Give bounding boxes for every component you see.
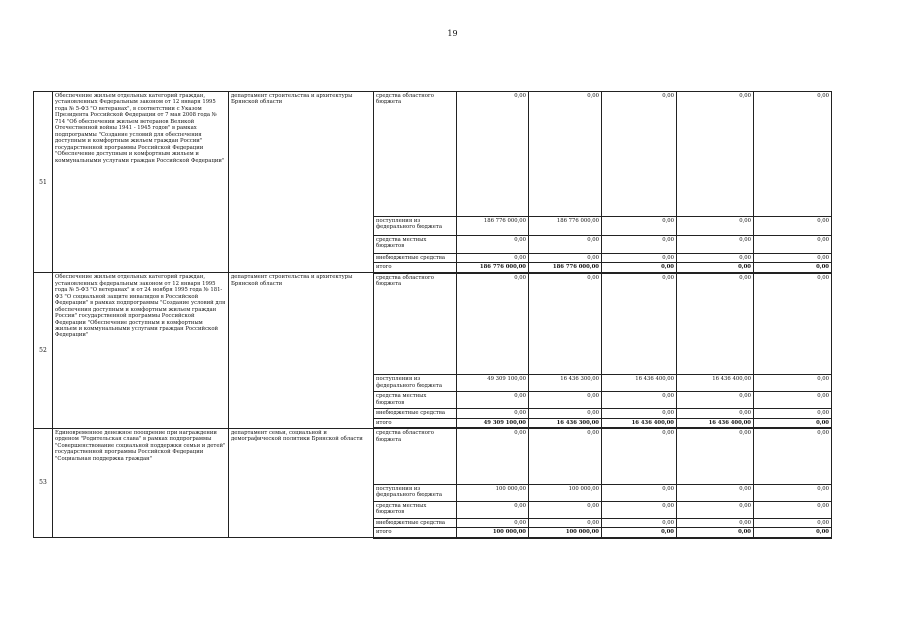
- amount-year-1: 0,00: [529, 501, 602, 518]
- amount-year-4: 0,00: [754, 375, 832, 392]
- amount-year-2: 16 436 400,00: [602, 418, 677, 428]
- amount-year-4: 0,00: [754, 236, 832, 254]
- amount-year-2: 0,00: [602, 484, 677, 501]
- amount-year-2: 0,00: [602, 217, 677, 236]
- source-label: внебюджетные средства: [374, 254, 457, 263]
- amount-year-3: 0,00: [677, 518, 754, 527]
- source-label: внебюджетные средства: [374, 518, 457, 527]
- amount-total: 0,00: [457, 254, 529, 263]
- amount-year-1: 0,00: [529, 92, 602, 217]
- source-label: средства областного бюджета: [374, 273, 457, 375]
- amount-year-3: 0,00: [677, 528, 754, 538]
- amount-year-2: 0,00: [602, 273, 677, 375]
- amount-year-4: 0,00: [754, 217, 832, 236]
- amount-year-1: 0,00: [529, 236, 602, 254]
- amount-year-2: 0,00: [602, 428, 677, 484]
- amount-year-1: 100 000,00: [529, 484, 602, 501]
- source-label: итого: [374, 418, 457, 428]
- amount-year-3: 0,00: [677, 263, 754, 273]
- amount-year-4: 0,00: [754, 518, 832, 527]
- amount-total: 0,00: [457, 409, 529, 418]
- row-number: 51: [34, 92, 53, 273]
- amount-year-1: 16 436 300,00: [529, 375, 602, 392]
- amount-year-1: 0,00: [529, 409, 602, 418]
- amount-year-4: 0,00: [754, 418, 832, 428]
- source-label: средства местных бюджетов: [374, 501, 457, 518]
- amount-year-4: 0,00: [754, 92, 832, 217]
- table-row: [34, 92, 832, 217]
- amount-year-4: 0,00: [754, 392, 832, 409]
- amount-year-4: 0,00: [754, 263, 832, 273]
- executor: департамент строительства и архитектуры Брянской области: [229, 92, 374, 273]
- source-label: средства областного бюджета: [374, 428, 457, 484]
- table-row: [34, 428, 832, 484]
- amount-year-1: 0,00: [529, 518, 602, 527]
- executor: департамент семьи, социальной и демографической политики Брянской области: [229, 428, 374, 537]
- measure-name: Обеспечение жильем отдельных категорий граждан, установленных федеральным законом от 12 января 1995 года № 5-ФЗ "О ветеранах" и от 24 ноября 1995 года № 181-ФЗ "О социальной защите инвалидов в Российской Федерации" в рамках подпрограммы "Создание условий для обеспечения доступным и комфортным жильем граждан России" государственной программы Российской Федерации "Обеспечение доступным и комфортным жильем и коммунальными услугами граждан Российской Федерации": [53, 273, 229, 428]
- amount-total: 186 776 000,00: [457, 217, 529, 236]
- amount-total: 0,00: [457, 92, 529, 217]
- amount-year-1: 186 776 000,00: [529, 217, 602, 236]
- amount-year-3: 0,00: [677, 428, 754, 484]
- source-label: средства местных бюджетов: [374, 236, 457, 254]
- amount-total: 0,00: [457, 392, 529, 409]
- amount-total: 0,00: [457, 501, 529, 518]
- amount-year-4: 0,00: [754, 528, 832, 538]
- executor: департамент строительства и архитектуры Брянской области: [229, 273, 374, 428]
- amount-year-2: 0,00: [602, 254, 677, 263]
- amount-year-3: 0,00: [677, 217, 754, 236]
- amount-total: 0,00: [457, 273, 529, 375]
- amount-year-2: 0,00: [602, 501, 677, 518]
- amount-year-3: 0,00: [677, 392, 754, 409]
- measure-name: Единовременное денежное поощрение при награждении орденом "Родительская слава" в рамках подпрограммы "Совершенствование социальной поддержки семьи и детей" государственной программы Российской Федерации "Социальная поддержка граждан": [53, 428, 229, 537]
- amount-year-2: 0,00: [602, 528, 677, 538]
- budget-table: [33, 91, 832, 539]
- source-label: итого: [374, 528, 457, 538]
- amount-year-1: 0,00: [529, 273, 602, 375]
- amount-year-1: 16 436 300,00: [529, 418, 602, 428]
- amount-year-2: 0,00: [602, 92, 677, 217]
- amount-total: 0,00: [457, 236, 529, 254]
- amount-year-1: 0,00: [529, 392, 602, 409]
- amount-year-3: 0,00: [677, 236, 754, 254]
- amount-year-1: 0,00: [529, 254, 602, 263]
- source-label: средства местных бюджетов: [374, 392, 457, 409]
- amount-total: 49 309 100,00: [457, 375, 529, 392]
- amount-year-4: 0,00: [754, 501, 832, 518]
- amount-year-3: 0,00: [677, 254, 754, 263]
- amount-year-3: 16 436 400,00: [677, 375, 754, 392]
- table-row: [34, 273, 832, 375]
- amount-year-3: 16 436 400,00: [677, 418, 754, 428]
- amount-total: 0,00: [457, 518, 529, 527]
- amount-year-1: 100 000,00: [529, 528, 602, 538]
- amount-year-1: 186 776 000,00: [529, 263, 602, 273]
- amount-year-2: 0,00: [602, 236, 677, 254]
- source-label: поступления из федерального бюджета: [374, 484, 457, 501]
- amount-year-3: 0,00: [677, 409, 754, 418]
- source-label: итого: [374, 263, 457, 273]
- amount-year-4: 0,00: [754, 409, 832, 418]
- amount-total: 186 776 000,00: [457, 263, 529, 273]
- amount-year-1: 0,00: [529, 428, 602, 484]
- row-number: 52: [34, 273, 53, 428]
- amount-year-3: 0,00: [677, 273, 754, 375]
- amount-total: 100 000,00: [457, 484, 529, 501]
- amount-year-2: 0,00: [602, 263, 677, 273]
- amount-year-2: 16 436 400,00: [602, 375, 677, 392]
- amount-year-2: 0,00: [602, 392, 677, 409]
- amount-year-3: 0,00: [677, 501, 754, 518]
- amount-year-4: 0,00: [754, 484, 832, 501]
- amount-year-3: 0,00: [677, 92, 754, 217]
- source-label: поступления из федерального бюджета: [374, 217, 457, 236]
- amount-year-4: 0,00: [754, 273, 832, 375]
- page-number: 19: [447, 29, 458, 38]
- source-label: средства областного бюджета: [374, 92, 457, 217]
- amount-year-4: 0,00: [754, 428, 832, 484]
- amount-total: 49 309 100,00: [457, 418, 529, 428]
- row-number: 53: [34, 428, 53, 537]
- amount-total: 100 000,00: [457, 528, 529, 538]
- amount-year-2: 0,00: [602, 518, 677, 527]
- table-body: [34, 92, 832, 538]
- source-label: внебюджетные средства: [374, 409, 457, 418]
- source-label: поступления из федерального бюджета: [374, 375, 457, 392]
- amount-year-3: 0,00: [677, 484, 754, 501]
- amount-total: 0,00: [457, 428, 529, 484]
- amount-year-2: 0,00: [602, 409, 677, 418]
- measure-name: Обеспечение жильем отдельных категорий граждан, установленных Федеральным законом от 12 января 1995 года № 5-ФЗ "О ветеранах", в соответствии с Указом Президента Российской Федерации от 7 мая 2008 года № 714 "Об обеспечении жильем ветеранов Великой Отечественной войны 1941 - 1945 годов" в рамках подпрограммы "Создание условий для обеспечения доступным и комфортным жильем граждан России" государственной программы Российской Федерации "Обеспечение доступным и комфортным жильем и коммунальными услугами граждан Российской Федерации": [53, 92, 229, 273]
- amount-year-4: 0,00: [754, 254, 832, 263]
